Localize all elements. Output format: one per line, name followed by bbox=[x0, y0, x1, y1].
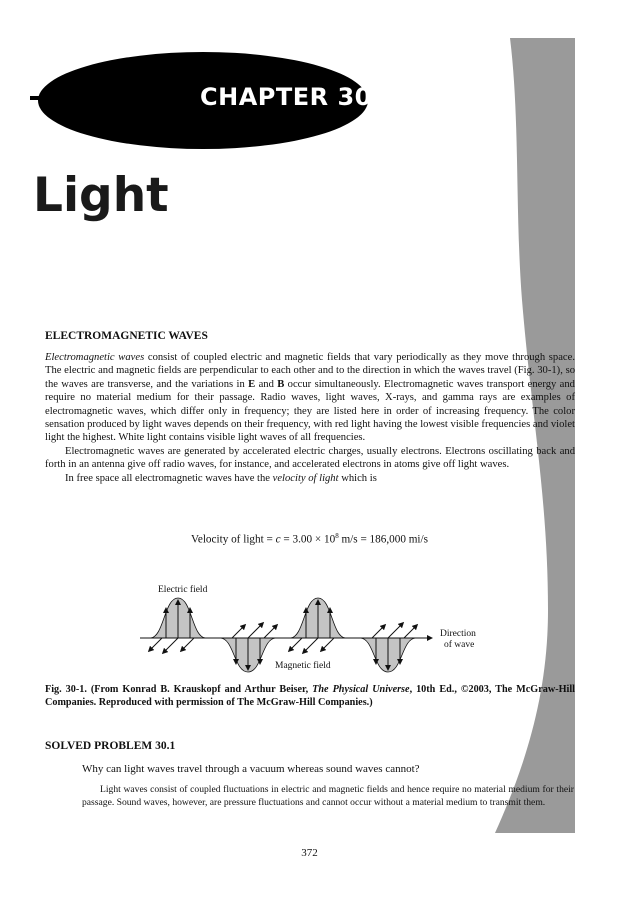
electric-field-label: Electric field bbox=[158, 585, 208, 595]
velocity-formula: Velocity of light = $c = 3.00 \times 10^8$ m/s = 186,000 mi/s bbox=[191, 532, 428, 546]
body-text bbox=[45, 351, 575, 485]
direction-label-2: of wave bbox=[444, 640, 475, 650]
section-heading: ELECTROMAGNETIC WAVES bbox=[45, 330, 208, 342]
page-number: 372 bbox=[301, 847, 318, 859]
paragraph-2: Electromagnetic waves are generated by accelerated electric charges, usually electrons. Electrons oscillating back and forth in an antenna give off radio waves, for instance, and accelerated electrons in atoms give off light waves. bbox=[45, 445, 575, 471]
problem-answer: Light waves consist of coupled fluctuations in electric and magnetic fields and hence require no material medium for their passage. Sound waves, however, are pressure fluctuations and cannot occur without a material medium to transmit them. bbox=[82, 784, 574, 808]
solved-problem-heading: SOLVED PROBLEM 30.1 bbox=[45, 740, 176, 752]
paragraph-1: Electromagnetic waves consist of coupled electric and magnetic fields that vary periodically as they move through space. The electric and magnetic fields are perpendicular to each other and to the direction in which the waves travel (Fig. 30-1), so the waves are transverse, and the variations in E and B occur simultaneously. Electromagnetic waves transport energy and require no material medium for their passage. Radio waves, light waves, X-rays, and gamma rays are examples of electromagnetic waves, which differ only in frequency; they are listed here in order of increasing frequency. The color sensation produced by light waves depends on their frequency, with red light having the lowest visible frequencies and violet light the highest. White light contains visible light waves of all frequencies. bbox=[45, 352, 575, 444]
problem-question: Why can light waves travel through a vacuum whereas sound waves cannot? bbox=[82, 763, 420, 775]
chapter-rule-line bbox=[30, 96, 165, 100]
chapter-label: CHAPTER 30 bbox=[200, 83, 372, 111]
paragraph-3: In free space all electromagnetic waves have the velocity of light which is bbox=[65, 472, 377, 484]
chapter-title: Light bbox=[33, 168, 169, 223]
term-electromagnetic-waves: Electromagnetic waves bbox=[45, 352, 145, 363]
em-wave-figure bbox=[140, 580, 490, 675]
direction-label-1: Direction bbox=[440, 629, 476, 639]
magnetic-field-label: Magnetic field bbox=[275, 661, 331, 671]
figure-caption: Fig. 30-1. (From Konrad B. Krauskopf and Arthur Beiser, The Physical Universe, 10th Ed., ©2003, The McGraw-Hill Companies. Reproduced with permission of The McGraw-Hill Companies.) bbox=[45, 684, 575, 708]
